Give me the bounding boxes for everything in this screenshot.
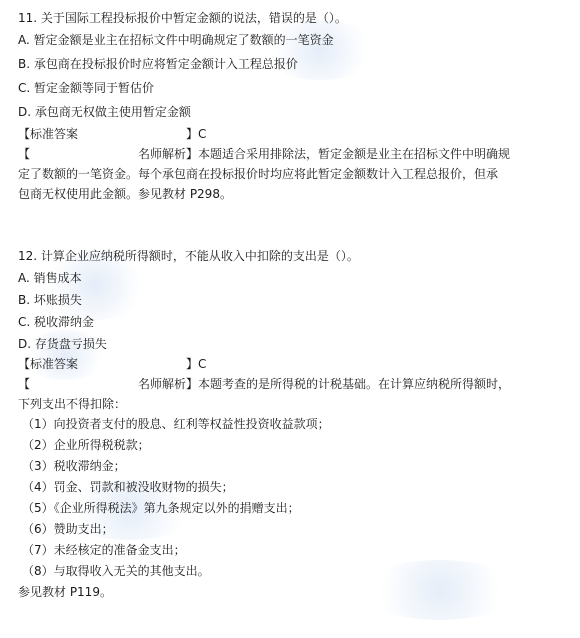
q11-option-a: A. 暂定金额是业主在招标文件中明确规定了数额的一笔资金 <box>18 33 334 47</box>
q11-option-c: C. 暂定金额等同于暂估价 <box>18 81 155 95</box>
q11-analysis-text-1: 本题适合采用排除法，暂定金额是业主在招标文件中明确规 <box>198 147 511 161</box>
q12-item-4: （4）罚金、罚款和被没收财物的损失； <box>22 480 234 494</box>
q12-analysis-line-2: 下列支出不得扣除： <box>18 397 127 411</box>
q11-analysis-line-1 <box>18 146 572 162</box>
q12-option-b: B. 坏账损失 <box>18 293 82 307</box>
q12-item-7: （7）未经核定的准备金支出； <box>22 543 186 557</box>
q12-option-c: C. 税收滞纳金 <box>18 315 95 329</box>
q12-analysis-label: 名师解析】 <box>138 377 199 391</box>
q12-item-6: （6）赞助支出； <box>22 522 114 536</box>
q12-item-8: （8）与取得收入无关的其他支出。 <box>22 564 210 578</box>
q11-analysis-label: 名师解析】 <box>138 147 199 161</box>
q12-item-3: （3）税收滞纳金； <box>22 459 126 473</box>
q12-option-a: A. 销售成本 <box>18 271 82 285</box>
q12-analysis-line-1 <box>18 376 572 392</box>
q12-title: 12. 计算企业应纳税所得额时，不能从收入中扣除的支出是（）。 <box>18 249 359 263</box>
q12-answer-label: 【标准答案 <box>18 357 79 371</box>
q11-analysis-line-2: 定了数额的一笔资金。每个承包商在投标报价时均应将此暂定金额数计入工程总报价，但承 <box>18 167 499 181</box>
q12-reference: 参见教材 P119。 <box>18 585 112 599</box>
q12-analysis-text-1: 本题考查的是所得税的计税基础。在计算应纳税所得额时， <box>198 377 511 391</box>
q11-analysis-open: 【 <box>18 147 31 161</box>
q12-item-2: （2）企业所得税税款； <box>22 438 150 452</box>
q11-option-b: B. 承包商在投标报价时应将暂定金额计入工程总报价 <box>18 57 298 71</box>
q12-item-1: （1）向投资者支付的股息、红利等权益性投资收益款项； <box>22 417 330 431</box>
q12-item-5: （5）《企业所得税法》第九条规定以外的捐赠支出； <box>22 501 300 515</box>
q11-title: 11. 关于国际工程投标报价中暂定金额的说法，错误的是（）。 <box>18 11 347 25</box>
q11-answer-line <box>18 126 572 142</box>
q11-answer-label: 【标准答案 <box>18 127 79 141</box>
q11-option-d: D. 承包商无权做主使用暂定金额 <box>18 105 191 119</box>
q12-analysis-open: 【 <box>18 377 31 391</box>
q12-answer-line <box>18 356 572 372</box>
q12-answer-value: 】C <box>186 357 207 371</box>
q11-analysis-line-3: 包商无权使用此金额。参见教材 P298。 <box>18 187 232 201</box>
q11-answer-value: 】C <box>186 127 207 141</box>
q12-option-d: D. 存货盘亏损失 <box>18 337 107 351</box>
